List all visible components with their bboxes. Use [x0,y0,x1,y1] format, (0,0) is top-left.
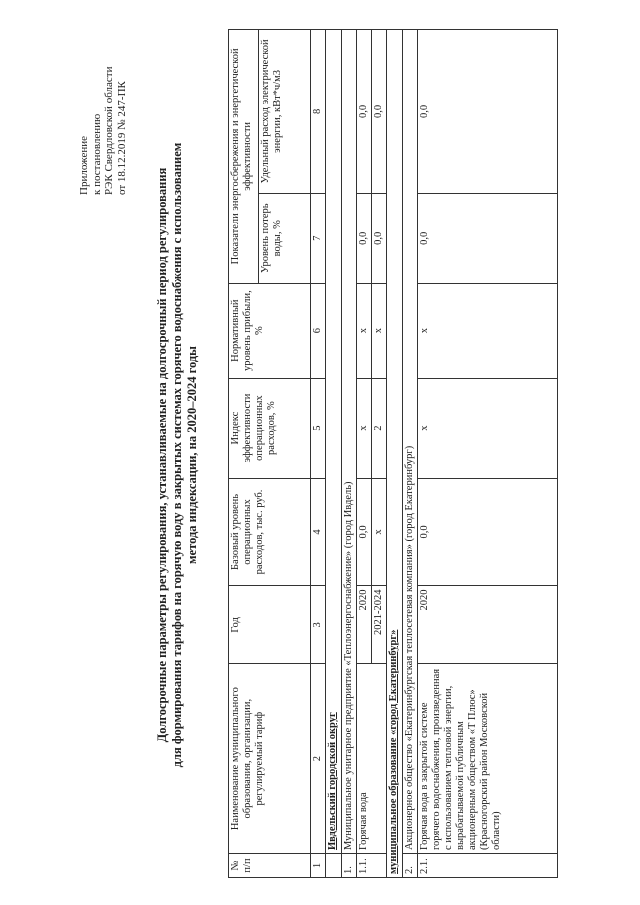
base-level-cell: 0,0 [357,478,372,586]
row-number: 2. [403,854,418,878]
organization-name: Акционерное общество «Екатеринбургская теплосетевая компания» (город Екатеринбург) [403,30,418,854]
header-losses: Уровень потерь воды, % [259,193,311,283]
header-energy: Показатели энергосбережения и энергетической эффективности [229,30,259,284]
row-number: 1. [342,854,357,878]
col-number: 8 [311,30,326,194]
col-number: 7 [311,193,326,283]
year-cell: 2020 [418,586,558,664]
row-number: 2.1. [418,854,558,878]
row-number: 1.1. [357,854,387,878]
losses-cell: 0,0 [418,193,558,283]
section-label: Ивдельский городской округ [326,30,342,854]
header-year: Год [229,586,311,664]
col-number: 4 [311,478,326,586]
tariff-name: Горячая вода [357,664,387,854]
consumption-cell: 0,0 [372,30,387,194]
appendix-line: РЭК Свердловской области [103,66,115,195]
section-label: муниципальное образование «город Екатеринбург» [387,30,403,878]
header-row [229,30,259,878]
year-cell: 2021-2024 [372,586,387,664]
table-cell [326,854,342,878]
appendix-line: к постановлению [90,113,103,195]
header-profit: Нормативный уровень прибыли, % [229,283,311,378]
title-line: метода индексации, на 2020–2024 годы [185,346,199,564]
col-number: 3 [311,586,326,664]
base-level-cell: x [372,478,387,586]
col-number: 6 [311,283,326,378]
header-name: Наименование муниципального образования, организации, регулируемый тариф [229,664,311,854]
year-cell: 2020 [357,586,372,664]
appendix-block [78,15,128,195]
tariff-name: Горячая вода в закрытой системе горячего водоснабжения, произведенная с использованием тепловой энергии, вырабатываемой публичным акционерным обществом «Т Плюс» (Красногорский район Московской области) [418,664,558,854]
index-cell: 2 [372,378,387,478]
table-row [418,30,558,878]
table-row [403,30,418,878]
base-level-cell: 0,0 [418,478,558,586]
index-cell: x [418,378,558,478]
profit-cell: x [418,283,558,378]
header-index: Индекс эффективности операционных расходов, % [229,378,311,478]
consumption-cell: 0,0 [357,30,372,194]
header-num: № п/п [229,854,311,878]
col-number: 1 [311,854,326,878]
losses-cell: 0,0 [357,193,372,283]
col-number: 2 [311,664,326,854]
profit-cell: x [372,283,387,378]
title-line: для формирования тарифов на горячую воду в закрытых системах горячего водоснабжения с использованием [170,142,184,768]
col-number: 5 [311,378,326,478]
parameters-table [228,29,558,878]
title-line: Долгосрочные параметры регулирования, устанавливаемые на долгосрочный период регулирования [155,167,169,743]
section-row [387,30,403,878]
losses-cell: 0,0 [372,193,387,283]
section-row [326,30,342,878]
organization-name: Муниципальное унитарное предприятие «Теплоэнергоснабжение» (город Ивдель) [342,30,357,854]
table-row [342,30,357,878]
appendix-line: Приложение [78,135,90,195]
document-title [155,25,200,885]
table-row [357,30,372,878]
header-consumption: Удельный расход электрической энергии, кВт*ч/м3 [259,30,311,194]
appendix-line: от 18.12.2019 № 247-ПК [115,81,128,195]
profit-cell: x [357,283,372,378]
header-base-level: Базовый уровень операционных расходов, тыс. руб. [229,478,311,586]
index-cell: x [357,378,372,478]
column-numbers-row [311,30,326,878]
consumption-cell: 0,0 [418,30,558,194]
